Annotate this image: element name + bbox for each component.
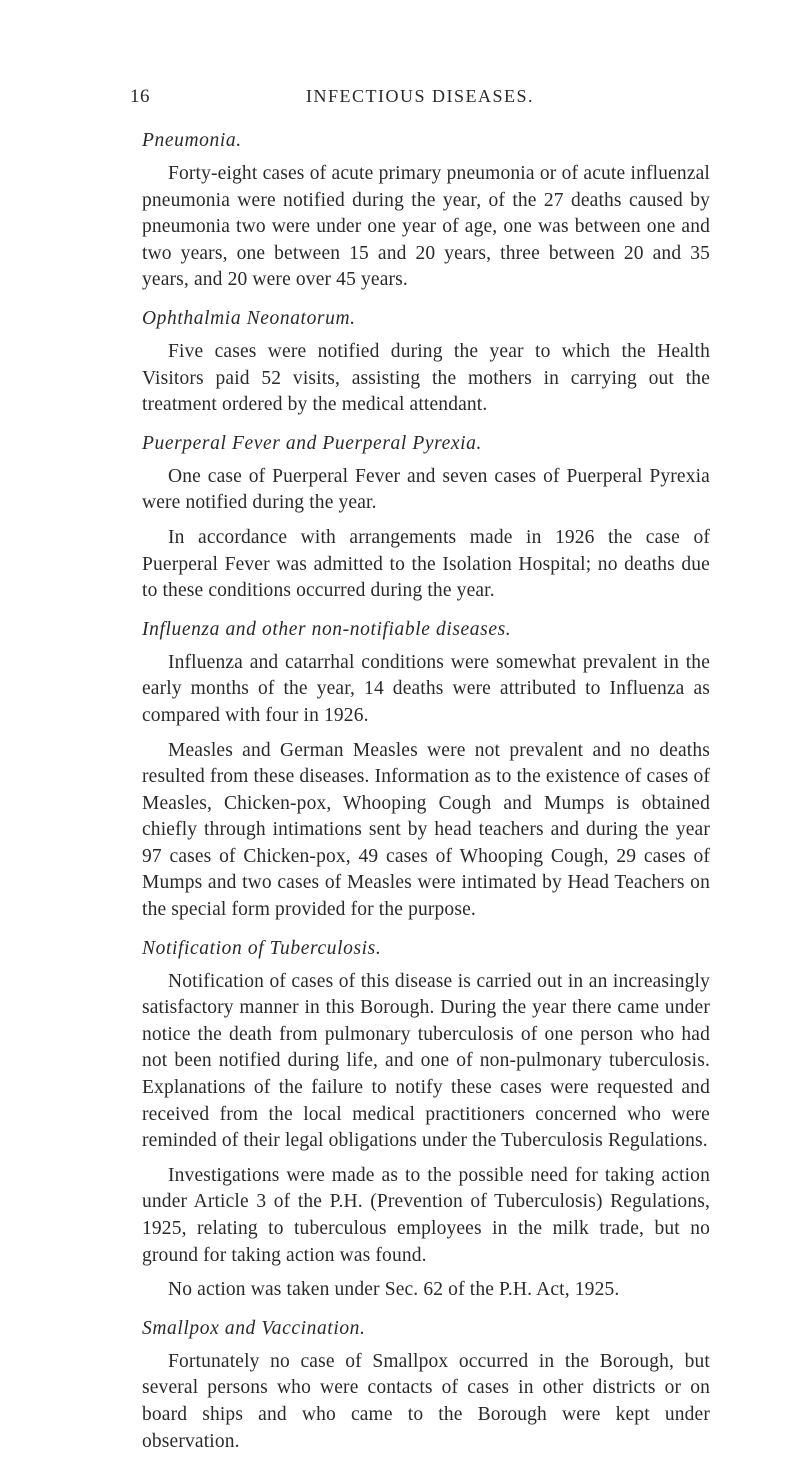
section-heading: Ophthalmia Neonatorum. [142,307,356,329]
section-heading: Smallpox and Vaccination. [142,1317,366,1339]
page-body [142,128,710,1467]
page-header [130,86,710,110]
section-pneumonia [142,128,710,294]
section-notification-of-tuberculosis [142,936,710,1304]
paragraph: Notification of cases of this disease is carried out in an increasingly satisfactory manner in this Borough. During the year there came under notice the death from pulmonary tuberculosis of one person who had not been notified during life, and one of non-pulmonary tuberculosis. Explanations of the failure to notify these cases were requested and received from the local medical practitioners concerned who were reminded of their legal obligations under the Tuberculosis Regulations. [142,970,710,1152]
paragraph: One case of Puerperal Fever and seven cases of Puerperal Pyrexia were notified during the year. [142,465,710,514]
paragraph: Influenza and catarrhal conditions were somewhat prevalent in the early months of the year, 14 deaths were attributed to Influenza as compared with four in 1926. [142,651,710,726]
paragraph: No action was taken under Sec. 62 of the P.H. Act, 1925. [168,1279,620,1301]
section-influenza [142,617,710,924]
section-ophthalmia-neonatorum [142,306,710,419]
paragraph: Forty-eight cases of acute primary pneumonia or of acute influenzal pneumonia were notified during the year, of the 27 deaths caused by pneumonia two were under one year of age, one was between one and two years, one between 15 and 20 years, three between 20 and 35 years, and 20 were over 45 years. [142,163,710,291]
section-heading: Puerperal Fever and Puerperal Pyrexia. [142,432,482,454]
section-smallpox-and-vaccination [142,1316,710,1455]
paragraph: In accordance with arrangements made in 1926 the case of Puerperal Fever was admitted to the Isolation Hospital; no deaths due to these conditions occurred during the year. [142,526,710,602]
paragraph: Five cases were notified during the year to which the Health Visitors paid 52 visits, assisting the mothers in carrying out the treatment ordered by the medical attendant. [142,340,710,416]
paragraph: Investigations were made as to the possible need for taking action under Article 3 of the P.H. (Prevention of Tuberculosis) Regulations, 1925, relating to tuberculous employees in the milk trade, but no ground for taking action was found. [142,1164,710,1266]
paragraph: Fortunately no case of Smallpox occurred in the Borough, but several persons who were contacts of cases in other districts or on board ships and who came to the Borough were kept under observation. [142,1350,710,1452]
page-number: 16 [130,86,150,107]
section-heading: Influenza and other non-notifiable diseases. [142,618,512,640]
running-head: INFECTIOUS DISEASES. [305,86,535,106]
section-puerperal-fever [142,431,710,605]
section-heading: Notification of Tuberculosis. [142,937,382,959]
section-heading: Pneumonia. [142,130,242,151]
paragraph: Measles and German Measles were not prevalent and no deaths resulted from these diseases. Information as to the existence of cases of Measles, Chicken-pox, Whooping Cough and Mumps is obtained chiefly through intimations sent by head teachers and during the year 97 cases of Chicken-pox, 49 cases of Whooping Cough, 29 cases of Mumps and two cases of Measles were intimated by Head Teachers on the special form provided for the purpose. [142,739,710,921]
